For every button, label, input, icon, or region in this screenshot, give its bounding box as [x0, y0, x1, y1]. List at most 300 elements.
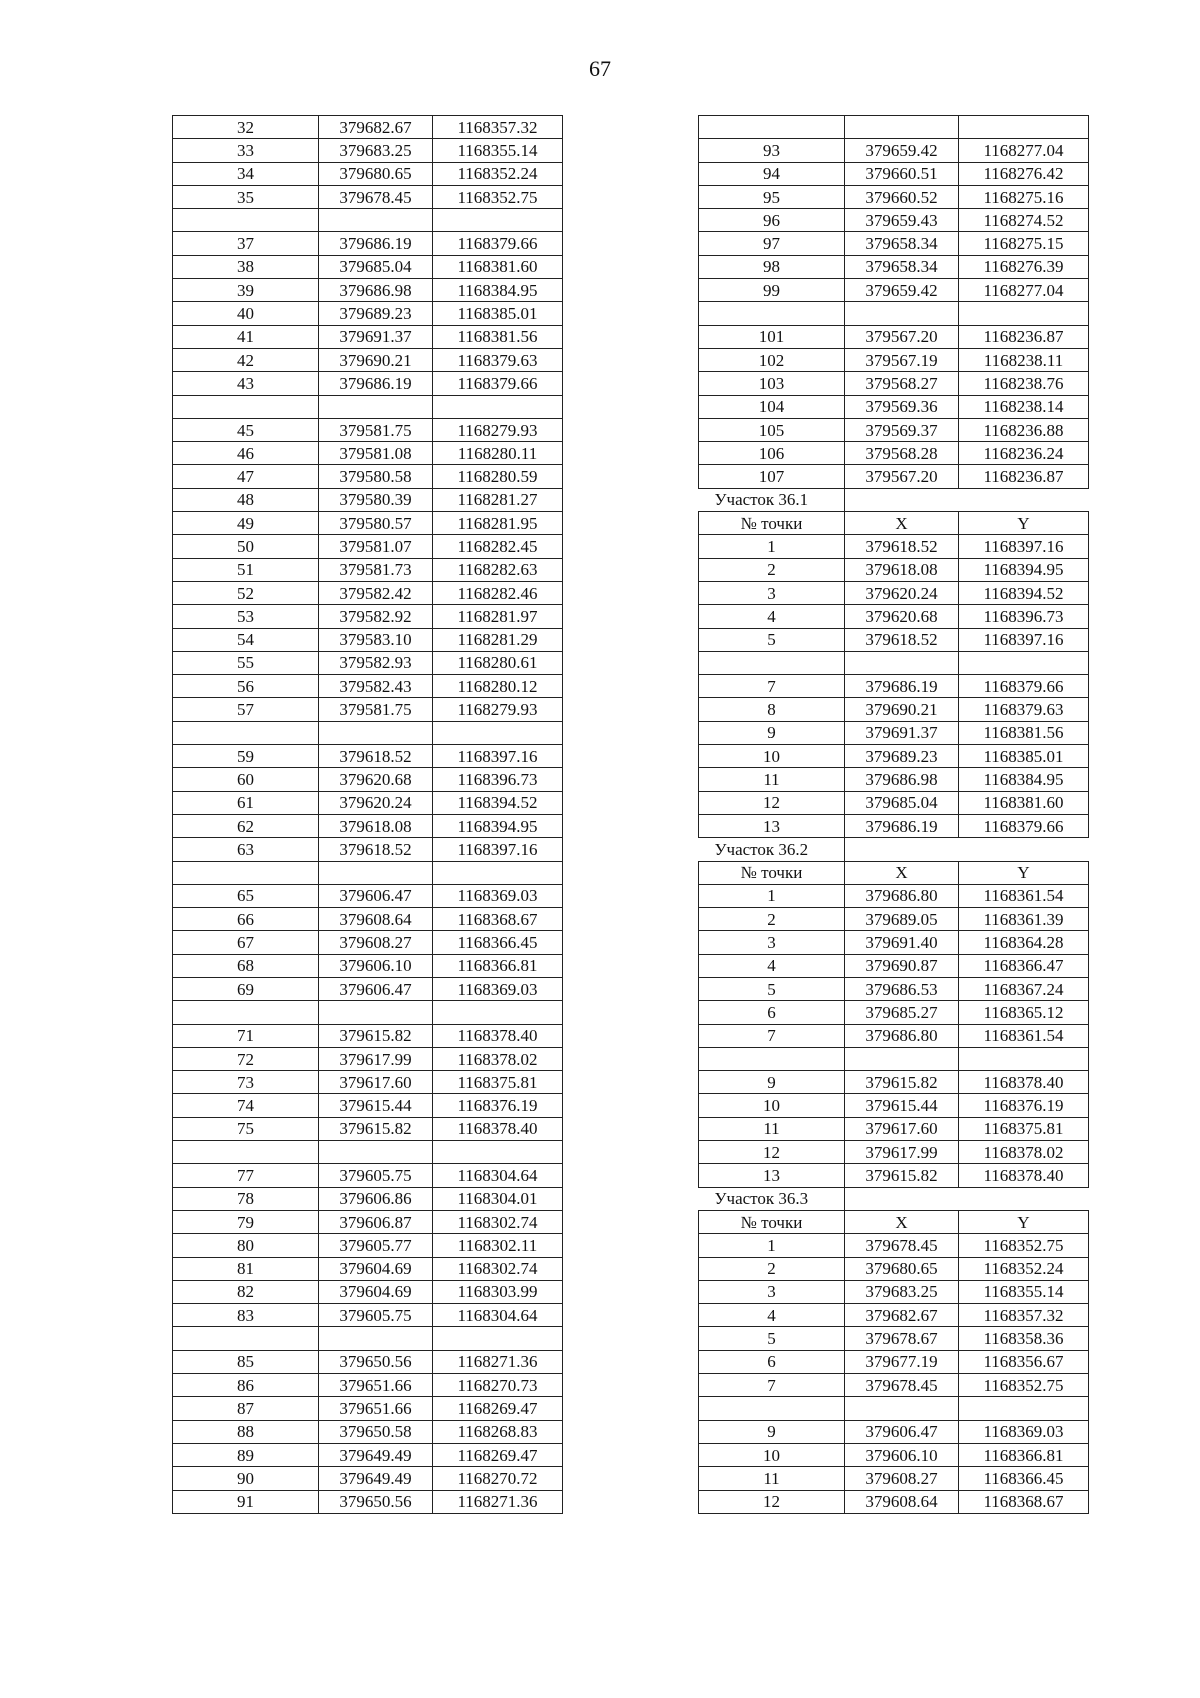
x-coordinate-cell: 379604.69 [319, 1257, 433, 1280]
point-number-cell: 11 [699, 1117, 845, 1140]
table-row [699, 791, 1089, 814]
table-row [173, 255, 563, 278]
y-coordinate-cell: 1168396.73 [959, 605, 1089, 628]
x-coordinate-cell: 379615.82 [845, 1071, 959, 1094]
table-row [173, 162, 563, 185]
table-row [173, 1164, 563, 1187]
x-coordinate-cell: 379581.75 [319, 418, 433, 441]
x-coordinate-cell: 379567.20 [845, 325, 959, 348]
y-coordinate-cell: 1168279.93 [433, 418, 563, 441]
point-number-cell: 12 [699, 1490, 845, 1513]
table-row [699, 1397, 1089, 1420]
x-coordinate-cell: 379682.67 [319, 116, 433, 139]
point-number-cell: 3 [699, 581, 845, 604]
table-row [699, 162, 1089, 185]
point-number-cell: 5 [699, 977, 845, 1000]
table-row [699, 861, 1089, 884]
y-coordinate-cell: 1168302.74 [433, 1210, 563, 1233]
x-coordinate-cell: 379690.21 [845, 698, 959, 721]
x-coordinate-cell: 379618.52 [845, 535, 959, 558]
x-coordinate-cell: 379580.57 [319, 512, 433, 535]
y-coordinate-cell: 1168397.16 [433, 745, 563, 768]
table-row [699, 535, 1089, 558]
table-row [173, 908, 563, 931]
point-number-cell: 98 [699, 255, 845, 278]
empty-cell [959, 838, 1089, 861]
table-row [173, 348, 563, 371]
y-coordinate-cell: 1168369.03 [433, 977, 563, 1000]
section-heading-row [699, 838, 1089, 861]
point-number-cell: 54 [173, 628, 319, 651]
y-coordinate-cell: 1168394.95 [433, 814, 563, 837]
y-coordinate-cell: 1168275.16 [959, 185, 1089, 208]
empty-cell [959, 488, 1089, 511]
x-coordinate-cell: 379685.27 [845, 1001, 959, 1024]
table-row [699, 605, 1089, 628]
x-coordinate-cell: 379686.19 [845, 675, 959, 698]
y-coordinate-cell: 1168276.42 [959, 162, 1089, 185]
x-coordinate-cell: 379617.60 [319, 1071, 433, 1094]
table-row [699, 628, 1089, 651]
table-row [173, 1420, 563, 1443]
point-number-cell: 46 [173, 442, 319, 465]
y-coordinate-cell: 1168280.59 [433, 465, 563, 488]
y-coordinate-cell: 1168282.46 [433, 581, 563, 604]
y-coordinate-cell: 1168378.02 [959, 1141, 1089, 1164]
x-coordinate-cell: 379658.34 [845, 232, 959, 255]
y-coordinate-cell: 1168379.66 [959, 814, 1089, 837]
x-coordinate-cell: 379620.24 [319, 791, 433, 814]
table-row [173, 977, 563, 1000]
y-coordinate-cell: 1168378.40 [959, 1164, 1089, 1187]
y-coordinate-cell: 1168381.60 [959, 791, 1089, 814]
y-coordinate-cell: 1168352.24 [959, 1257, 1089, 1280]
x-coordinate-cell: 379617.99 [845, 1141, 959, 1164]
point-number-cell: 1 [699, 535, 845, 558]
point-number-cell: 62 [173, 814, 319, 837]
point-number-cell: 32 [173, 116, 319, 139]
table-row [699, 1490, 1089, 1513]
point-number-cell: 5 [699, 628, 845, 651]
x-coordinate-cell [845, 1047, 959, 1070]
x-coordinate-cell: 379659.42 [845, 279, 959, 302]
point-number-cell: № точки [699, 861, 845, 884]
x-coordinate-cell: 379606.47 [319, 884, 433, 907]
x-coordinate-cell: 379618.08 [319, 814, 433, 837]
y-coordinate-cell: 1168378.40 [433, 1117, 563, 1140]
y-coordinate-cell: 1168368.67 [959, 1490, 1089, 1513]
point-number-cell: 72 [173, 1047, 319, 1070]
point-number-cell: 37 [173, 232, 319, 255]
x-coordinate-cell: 379686.19 [319, 232, 433, 255]
table-row [699, 931, 1089, 954]
table-row [173, 931, 563, 954]
table-row [173, 185, 563, 208]
x-coordinate-cell: 379650.56 [319, 1350, 433, 1373]
y-coordinate-cell: 1168275.15 [959, 232, 1089, 255]
empty-cell [845, 838, 959, 861]
table-row [699, 255, 1089, 278]
y-coordinate-cell: 1168379.63 [959, 698, 1089, 721]
point-number-cell: 4 [699, 605, 845, 628]
table-row [699, 1117, 1089, 1140]
y-coordinate-cell [433, 395, 563, 418]
table-row [699, 1001, 1089, 1024]
point-number-cell [699, 1047, 845, 1070]
y-coordinate-cell: 1168378.40 [959, 1071, 1089, 1094]
x-coordinate-cell: 379608.27 [845, 1467, 959, 1490]
x-coordinate-cell: 379680.65 [845, 1257, 959, 1280]
x-coordinate-cell: 379620.24 [845, 581, 959, 604]
y-coordinate-cell: 1168352.75 [433, 185, 563, 208]
point-number-cell: 1 [699, 1234, 845, 1257]
y-coordinate-cell: 1168304.64 [433, 1164, 563, 1187]
point-number-cell: 88 [173, 1420, 319, 1443]
coordinates-table-right-body [699, 116, 1089, 1514]
y-coordinate-cell: 1168379.63 [433, 348, 563, 371]
x-coordinate-cell: 379606.10 [845, 1443, 959, 1466]
y-coordinate-cell: 1168379.66 [433, 372, 563, 395]
point-number-cell: 93 [699, 139, 845, 162]
x-coordinate-cell [845, 116, 959, 139]
point-number-cell: 40 [173, 302, 319, 325]
table-row [173, 279, 563, 302]
table-row [173, 1304, 563, 1327]
x-coordinate-cell: 379651.66 [319, 1397, 433, 1420]
x-coordinate-cell: 379689.23 [319, 302, 433, 325]
x-coordinate-cell: 379650.56 [319, 1490, 433, 1513]
table-row [173, 1141, 563, 1164]
point-number-cell: 97 [699, 232, 845, 255]
y-coordinate-cell: 1168281.95 [433, 512, 563, 535]
y-coordinate-cell: 1168357.32 [433, 116, 563, 139]
point-number-cell: 2 [699, 908, 845, 931]
y-coordinate-cell: 1168303.99 [433, 1280, 563, 1303]
x-coordinate-cell [319, 209, 433, 232]
table-row [699, 302, 1089, 325]
x-coordinate-cell: 379682.67 [845, 1304, 959, 1327]
x-coordinate-cell: 379617.60 [845, 1117, 959, 1140]
x-coordinate-cell: 379651.66 [319, 1374, 433, 1397]
point-number-cell: 7 [699, 1374, 845, 1397]
table-row [173, 1210, 563, 1233]
table-row [699, 1257, 1089, 1280]
point-number-cell: 103 [699, 372, 845, 395]
y-coordinate-cell: 1168236.88 [959, 418, 1089, 441]
table-row [173, 628, 563, 651]
point-number-cell: 67 [173, 931, 319, 954]
x-coordinate-cell: 379685.04 [319, 255, 433, 278]
point-number-cell: 6 [699, 1001, 845, 1024]
x-coordinate-cell [319, 1327, 433, 1350]
x-coordinate-cell: 379659.42 [845, 139, 959, 162]
table-row [699, 465, 1089, 488]
point-number-cell: 56 [173, 675, 319, 698]
point-number-cell: 12 [699, 1141, 845, 1164]
x-coordinate-cell: 379691.37 [845, 721, 959, 744]
x-coordinate-cell [845, 302, 959, 325]
point-number-cell: 47 [173, 465, 319, 488]
x-coordinate-cell [319, 1001, 433, 1024]
x-coordinate-cell: 379606.10 [319, 954, 433, 977]
y-coordinate-cell: 1168394.52 [959, 581, 1089, 604]
section-heading: Участок 36.1 [699, 488, 845, 511]
x-coordinate-cell: 379605.75 [319, 1164, 433, 1187]
point-number-cell: 99 [699, 279, 845, 302]
x-coordinate-cell [319, 721, 433, 744]
table-row [173, 768, 563, 791]
point-number-cell: 78 [173, 1187, 319, 1210]
point-number-cell: 43 [173, 372, 319, 395]
y-coordinate-cell: 1168381.60 [433, 255, 563, 278]
y-coordinate-cell: 1168366.81 [959, 1443, 1089, 1466]
point-number-cell: 91 [173, 1490, 319, 1513]
table-row [699, 1047, 1089, 1070]
x-coordinate-cell: 379649.49 [319, 1467, 433, 1490]
table-row [699, 1071, 1089, 1094]
x-coordinate-cell: 379582.92 [319, 605, 433, 628]
section-heading: Участок 36.2 [699, 838, 845, 861]
x-coordinate-cell: X [845, 861, 959, 884]
point-number-cell: 9 [699, 1420, 845, 1443]
point-number-cell: 48 [173, 488, 319, 511]
y-coordinate-cell: 1168356.67 [959, 1350, 1089, 1373]
y-coordinate-cell: 1168369.03 [959, 1420, 1089, 1443]
y-coordinate-cell: 1168376.19 [959, 1094, 1089, 1117]
x-coordinate-cell: 379580.39 [319, 488, 433, 511]
x-coordinate-cell: 379615.44 [845, 1094, 959, 1117]
table-row [699, 1327, 1089, 1350]
point-number-cell: 107 [699, 465, 845, 488]
x-coordinate-cell: 379582.42 [319, 581, 433, 604]
x-coordinate-cell: 379678.45 [845, 1374, 959, 1397]
point-number-cell: 35 [173, 185, 319, 208]
table-row [699, 1467, 1089, 1490]
table-row [699, 185, 1089, 208]
table-row [173, 1001, 563, 1024]
y-coordinate-cell: 1168352.75 [959, 1234, 1089, 1257]
y-coordinate-cell [959, 651, 1089, 674]
x-coordinate-cell: 379691.37 [319, 325, 433, 348]
x-coordinate-cell: 379581.08 [319, 442, 433, 465]
x-coordinate-cell: 379678.45 [845, 1234, 959, 1257]
y-coordinate-cell: 1168358.36 [959, 1327, 1089, 1350]
y-coordinate-cell: 1168271.36 [433, 1350, 563, 1373]
x-coordinate-cell: 379618.08 [845, 558, 959, 581]
x-coordinate-cell: 379582.43 [319, 675, 433, 698]
table-row [173, 651, 563, 674]
y-coordinate-cell: 1168279.93 [433, 698, 563, 721]
y-coordinate-cell: 1168268.83 [433, 1420, 563, 1443]
table-row [699, 1164, 1089, 1187]
x-coordinate-cell: 379617.99 [319, 1047, 433, 1070]
point-number-cell: 66 [173, 908, 319, 931]
empty-cell [845, 488, 959, 511]
table-row [173, 1071, 563, 1094]
point-number-cell [699, 1397, 845, 1420]
x-coordinate-cell: 379608.64 [319, 908, 433, 931]
point-number-cell: 59 [173, 745, 319, 768]
table-row [699, 348, 1089, 371]
point-number-cell: 7 [699, 1024, 845, 1047]
point-number-cell: 85 [173, 1350, 319, 1373]
x-coordinate-cell: 379615.44 [319, 1094, 433, 1117]
table-row [699, 1141, 1089, 1164]
x-coordinate-cell: 379689.23 [845, 745, 959, 768]
point-number-cell: 13 [699, 814, 845, 837]
y-coordinate-cell: 1168352.75 [959, 1374, 1089, 1397]
y-coordinate-cell: 1168236.87 [959, 465, 1089, 488]
point-number-cell: 101 [699, 325, 845, 348]
table-row [173, 488, 563, 511]
x-coordinate-cell: 379689.05 [845, 908, 959, 931]
table-row [699, 232, 1089, 255]
y-coordinate-cell: 1168355.14 [433, 139, 563, 162]
x-coordinate-cell: 379690.21 [319, 348, 433, 371]
x-coordinate-cell: 379683.25 [845, 1280, 959, 1303]
table-row [173, 1024, 563, 1047]
x-coordinate-cell: 379677.19 [845, 1350, 959, 1373]
y-coordinate-cell: 1168397.16 [959, 628, 1089, 651]
point-number-cell: 38 [173, 255, 319, 278]
y-coordinate-cell [959, 302, 1089, 325]
y-coordinate-cell: 1168394.95 [959, 558, 1089, 581]
x-coordinate-cell: 379606.86 [319, 1187, 433, 1210]
x-coordinate-cell: 379567.19 [845, 348, 959, 371]
table-row [699, 1304, 1089, 1327]
table-row [173, 884, 563, 907]
point-number-cell [699, 651, 845, 674]
point-number-cell: 6 [699, 1350, 845, 1373]
table-row [699, 745, 1089, 768]
table-row [699, 116, 1089, 139]
y-coordinate-cell: 1168379.66 [959, 675, 1089, 698]
table-row [699, 675, 1089, 698]
table-row [699, 581, 1089, 604]
y-coordinate-cell: 1168269.47 [433, 1397, 563, 1420]
table-row [699, 1443, 1089, 1466]
y-coordinate-cell: Y [959, 512, 1089, 535]
point-number-cell: 69 [173, 977, 319, 1000]
x-coordinate-cell: 379686.98 [319, 279, 433, 302]
x-coordinate-cell: 379568.28 [845, 442, 959, 465]
y-coordinate-cell: 1168366.45 [959, 1467, 1089, 1490]
table-row [173, 395, 563, 418]
x-coordinate-cell: 379569.37 [845, 418, 959, 441]
point-number-cell: 80 [173, 1234, 319, 1257]
point-number-cell: 50 [173, 535, 319, 558]
x-coordinate-cell: 379678.45 [319, 185, 433, 208]
table-row [173, 1397, 563, 1420]
table-row [699, 908, 1089, 931]
table-row [173, 232, 563, 255]
y-coordinate-cell: 1168281.97 [433, 605, 563, 628]
x-coordinate-cell: 379683.25 [319, 139, 433, 162]
section-heading-row [699, 488, 1089, 511]
point-number-cell [173, 1141, 319, 1164]
point-number-cell: 34 [173, 162, 319, 185]
table-row [699, 139, 1089, 162]
table-row [699, 512, 1089, 535]
x-coordinate-cell: 379608.64 [845, 1490, 959, 1513]
y-coordinate-cell: 1168280.12 [433, 675, 563, 698]
x-coordinate-cell: 379686.53 [845, 977, 959, 1000]
table-row [173, 954, 563, 977]
y-coordinate-cell: 1168281.27 [433, 488, 563, 511]
point-number-cell: 11 [699, 1467, 845, 1490]
point-number-cell: 89 [173, 1443, 319, 1466]
table-row [699, 1024, 1089, 1047]
point-number-cell: 55 [173, 651, 319, 674]
point-number-cell: 9 [699, 721, 845, 744]
point-number-cell [173, 721, 319, 744]
y-coordinate-cell: 1168361.54 [959, 884, 1089, 907]
y-coordinate-cell: 1168277.04 [959, 139, 1089, 162]
point-number-cell: 39 [173, 279, 319, 302]
y-coordinate-cell: 1168238.14 [959, 395, 1089, 418]
point-number-cell [699, 302, 845, 325]
y-coordinate-cell: 1168385.01 [959, 745, 1089, 768]
x-coordinate-cell: 379659.43 [845, 209, 959, 232]
point-number-cell [173, 861, 319, 884]
x-coordinate-cell: 379685.04 [845, 791, 959, 814]
table-row [699, 977, 1089, 1000]
point-number-cell: 42 [173, 348, 319, 371]
point-number-cell [173, 209, 319, 232]
table-row [173, 1257, 563, 1280]
point-number-cell: 83 [173, 1304, 319, 1327]
y-coordinate-cell: 1168375.81 [433, 1071, 563, 1094]
y-coordinate-cell: 1168364.28 [959, 931, 1089, 954]
table-row [173, 698, 563, 721]
x-coordinate-cell: 379583.10 [319, 628, 433, 651]
table-row [173, 116, 563, 139]
table-row [173, 209, 563, 232]
table-row [173, 465, 563, 488]
y-coordinate-cell: 1168302.11 [433, 1234, 563, 1257]
table-row [173, 418, 563, 441]
table-row [699, 721, 1089, 744]
y-coordinate-cell: Y [959, 861, 1089, 884]
y-coordinate-cell: 1168366.47 [959, 954, 1089, 977]
point-number-cell: 86 [173, 1374, 319, 1397]
table-row [173, 372, 563, 395]
point-number-cell: 75 [173, 1117, 319, 1140]
point-number-cell [699, 116, 845, 139]
table-row [699, 651, 1089, 674]
point-number-cell: 60 [173, 768, 319, 791]
y-coordinate-cell [433, 1001, 563, 1024]
table-row [173, 1490, 563, 1513]
table-row [173, 535, 563, 558]
x-coordinate-cell: 379650.58 [319, 1420, 433, 1443]
y-coordinate-cell: 1168378.02 [433, 1047, 563, 1070]
point-number-cell: 74 [173, 1094, 319, 1117]
y-coordinate-cell: 1168270.72 [433, 1467, 563, 1490]
table-row [699, 325, 1089, 348]
point-number-cell [173, 1327, 319, 1350]
empty-cell [959, 1187, 1089, 1210]
table-row [699, 1374, 1089, 1397]
table-row [173, 1443, 563, 1466]
x-coordinate-cell: 379605.75 [319, 1304, 433, 1327]
y-coordinate-cell: 1168384.95 [959, 768, 1089, 791]
point-number-cell: 12 [699, 791, 845, 814]
point-number-cell: 104 [699, 395, 845, 418]
point-number-cell: 73 [173, 1071, 319, 1094]
table-row [699, 418, 1089, 441]
table-row [173, 1374, 563, 1397]
